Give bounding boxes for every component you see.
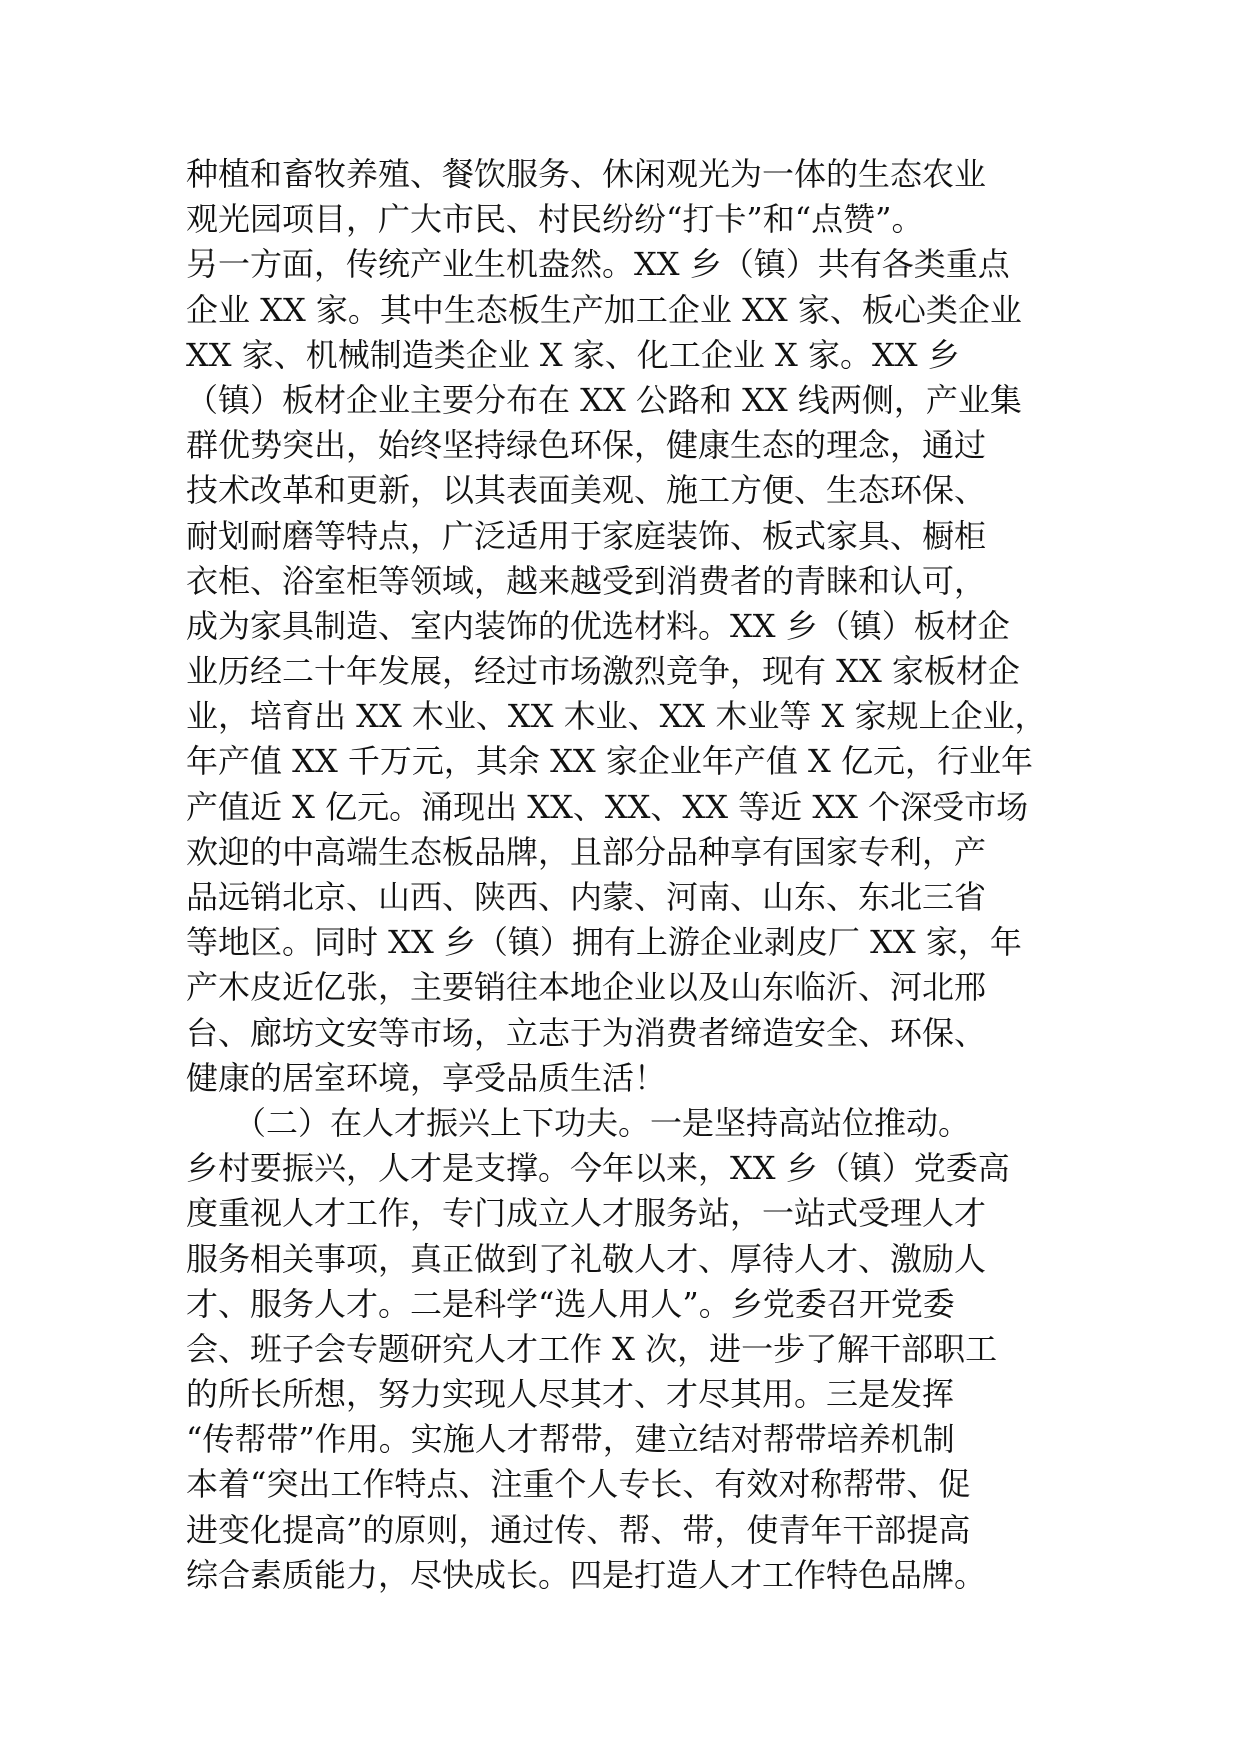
- text-line: 技术改革和更新，以其表面美观、施工方便、生态环保、: [186, 471, 987, 510]
- text-line: XX 家、机械制造类企业 X 家、化工企业 X 家。XX 乡: [186, 335, 960, 374]
- text-line: 年产值 XX 千万元，其余 XX 家企业年产值 X 亿元，行业年: [186, 742, 1033, 781]
- text-line: 产值近 X 亿元。涌现出 XX、XX、XX 等近 XX 个深受市场: [186, 787, 1029, 826]
- text-line: 会、班子会专题研究人才工作 X 次，进一步了解干部职工: [186, 1329, 998, 1368]
- text-line: （镇）板材企业主要分布在 XX 公路和 XX 线两侧，产业集: [186, 380, 1022, 419]
- section-heading-line: （二）在人才振兴上下功夫。一是坚持高站位推动。: [186, 1103, 971, 1142]
- text-line: 才、服务人才。二是科学“选人用人”。乡党委召开党委: [186, 1284, 955, 1323]
- text-line: 另一方面，传统产业生机盎然。XX 乡（镇）共有各类重点: [186, 245, 1010, 284]
- text-line: 等地区。同时 XX 乡（镇）拥有上游企业剥皮厂 XX 家，年: [186, 923, 1022, 962]
- text-line: 群优势突出，始终坚持绿色环保，健康生态的理念，通过: [186, 426, 987, 465]
- text-line: 产木皮近亿张，主要销往本地企业以及山东临沂、河北邢: [186, 968, 987, 1007]
- text-line: 种植和畜牧养殖、餐饮服务、休闲观光为一体的生态农业: [186, 155, 987, 193]
- text-line: 耐划耐磨等特点，广泛适用于家庭装饰、板式家具、橱柜: [186, 516, 987, 555]
- text-line: 成为家具制造、室内装饰的优选材料。XX 乡（镇）板材企: [186, 606, 1010, 645]
- body-text: [186, 152, 1066, 1598]
- text-line: “传帮带”作用。实施人才帮带，建立结对帮带培养机制: [186, 1420, 955, 1459]
- text-line: 欢迎的中高端生态板品牌，且部分品种享有国家专利，产: [186, 832, 987, 871]
- text-line: 业，培育出 XX 木业、XX 木业、XX 木业等 X 家规上企业，: [186, 697, 1047, 736]
- text-line: 品远销北京、山西、陕西、内蒙、河南、山东、东北三省: [186, 878, 987, 916]
- text-line: 业历经二十年发展，经过市场激烈竞争，现有 XX 家板材企: [186, 652, 1020, 691]
- text-line: 乡村要振兴，人才是支撑。今年以来，XX 乡（镇）党委高: [186, 1149, 1010, 1188]
- text-line: 服务相关事项，真正做到了礼敬人才、厚待人才、激励人: [186, 1239, 987, 1278]
- text-line: 综合素质能力，尽快成长。四是打造人才工作特色品牌。: [186, 1555, 987, 1594]
- text-line: 衣柜、浴室柜等领域，越来越受到消费者的青睐和认可，: [186, 561, 987, 600]
- text-line: 进变化提高”的原则，通过传、帮、带，使青年干部提高: [186, 1510, 971, 1549]
- text-line: 度重视人才工作，专门成立人才服务站，一站式受理人才: [186, 1194, 987, 1233]
- text-line: 观光园项目，广大市民、村民纷纷“打卡”和“点赞”。: [186, 200, 924, 239]
- text-line: 本着“突出工作特点、注重个人专长、有效对称帮带、促: [186, 1465, 971, 1504]
- text-line: 的所长所想，努力实现人尽其才、才尽其用。三是发挥: [186, 1375, 955, 1414]
- text-line: 台、廊坊文安等市场，立志于为消费者缔造安全、环保、: [186, 1013, 987, 1052]
- text-line: 企业 XX 家。其中生态板生产加工企业 XX 家、板心类企业: [186, 290, 1022, 329]
- text-line: 健康的居室环境，享受品质生活！: [186, 1058, 667, 1097]
